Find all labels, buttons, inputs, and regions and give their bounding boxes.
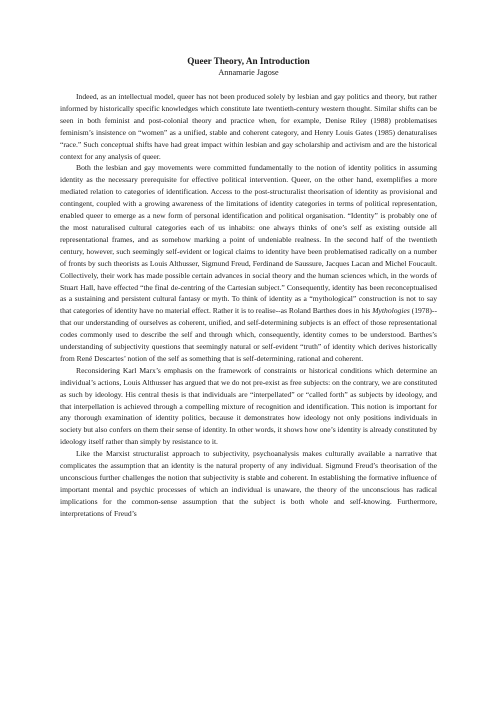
paragraph: Like the Marxist structuralist approach to subjectivity, psychoanalysis makes culturally available a narrative that complicates the assumption that an identity is the natural property of any individual. Sigmund Freud’s theorisation of the unconscious further challenges the notion that subjectivity is stable and coherent. In establishing the formative influence of important mental and psychic processes of which an individual is unaware, the theory of the unconscious has radical implications for the common-sense assumption that the subject is both whole and self-knowing. Furthermore, interpretations of Freud’s [60,449,437,518]
book-title: Mythologies [372,306,410,316]
paragraph: Reconsidering Karl Marx’s emphasis on the framework of constraints or historical conditions which determine an individual’s actions, Louis Althusser has argued that we do not pre-exist as free subjects: on the contrary, we are constituted as such by ideology. His central thesis is that individuals are “interpellated” or “called forth” as subjects by ideology, and that interpellation is achieved through a compelling mixture of recognition and identification. This notion is important for any thorough examination of identity politics, because it demonstrates how ideology not only positions individuals in society but also confers on them their sense of identity. In other words, it shows how one’s identity is already constituted by ideology itself rather than simply by resistance to it. [60,365,437,447]
document-author: Annamarie Jagose [218,68,279,77]
document-page [60,55,437,520]
paragraph: Both the lesbian and gay movements were committed fundamentally to the notion of identity politics in assuming identity as the necessary prerequisite for effective political intervention. Queer, on the other hand, exemplifies a more mediated relation to categories of identification. Access to the post-structuralist theorisation of identity as provisional and contingent, coupled with a growing awareness of the limitations of identity categories in terms of political representation, enabled queer to emerge as a new form of personal identification and political organisation. “Identity” is probably one of the most naturalised cultural categories each of us inhabits: one always thinks of one’s self as existing outside all representational frames, and as somehow marking a point of undeniable realness. In the second half of the twentieth century, however, such seemingly self-evident or logical claims to identity have been problematised radically on a number of fronts by such theorists as Louis Althusser, Sigmund Freud, Ferdinand de Saussure, Jacques Lacan and Michel Foucault. Collectively, their work has made possible certain advances in social theory and the human sciences which, in the words of Stuart Hall, have effected “the final de-centring of the Cartesian subject.” Consequently, identity has been reconceptualised as a sustaining and persistent cultural fantasy or myth. To think of identity as a “mythological” construction is not to say that categories of identity have no material effect. Rather it is to realise--as Roland Barthes does in his Mythologies (1978)--that our understanding of ourselves as coherent, unified, and self-determining subjects is an effect of those representational codes commonly used to describe the self and through which, consequently, identity comes to be understood. Barthes’s understanding of subjectivity questions that seemingly natural or self-evident “truth” of identity which derives historically from René Descartes’ notion of the self as something that is self-determining, rational and coherent. [60,163,437,363]
document-title: Queer Theory, An Introduction [187,56,310,66]
paragraph: Indeed, as an intellectual model, queer has not been produced solely by lesbian and gay politics and theory, but rather informed by historically specific knowledges which constitute late twentieth-century western thought. Similar shifts can be seen in both feminist and post-colonial theory and practice when, for example, Denise Riley (1988) problematises feminism’s insistence on “women” as a unified, stable and coherent category, and Henry Louis Gates (1985) denaturalises “race.” Such conceptual shifts have had great impact within lesbian and gay scholarship and activism and are the historical context for any analysis of queer. [60,92,437,161]
